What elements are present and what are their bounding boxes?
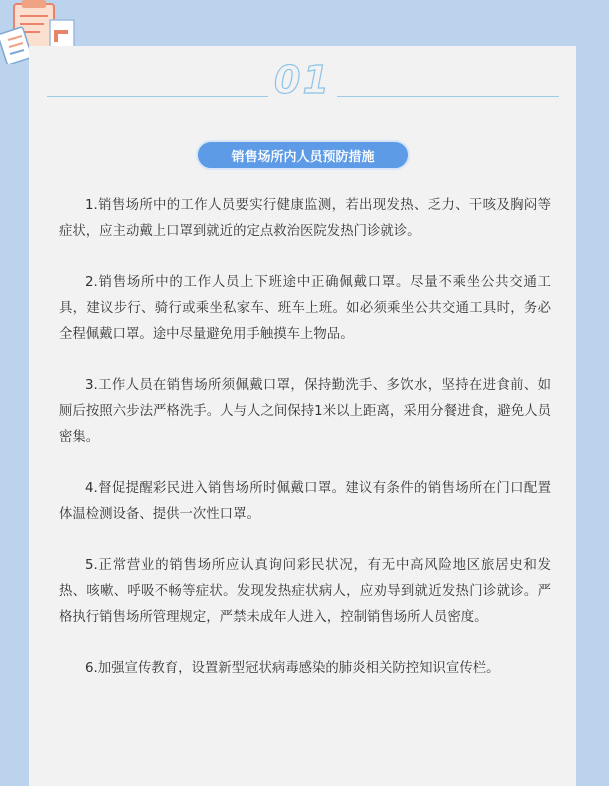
paragraph: 4.督促提醒彩民进入销售场所时佩戴口罩。建议有条件的销售场所在门口配置体温检测设备、提供一次性口罩。 [59,481,551,522]
paragraph: 6.加强宣传教育，设置新型冠状病毒感染的肺炎相关防控知识宣传栏。 [85,661,500,676]
paragraph: 3.工作人员在销售场所须佩戴口罩，保持勤洗手、多饮水，坚持在进食前、如厕后按照六步法严格洗手。人与人之间保持1米以上距离，采用分餐进食，避免人员密集。 [59,378,551,445]
paragraph: 2.销售场所中的工作人员上下班途中正确佩戴口罩。尽量不乘坐公共交通工具，建议步行、骑行或乘坐私家车、班车上班。如必须乘坐公共交通工具时，务必全程佩戴口罩。途中尽量避免用手触摸车上物品。 [59,275,551,342]
section-title-text: 销售场所内人员预防措施 [231,149,375,165]
content-card [29,46,576,786]
section-number [29,58,576,102]
paragraph: 5.正常营业的销售场所应认真询问彩民状况，有无中高风险地区旅居史和发热、咳嗽、呼吸不畅等症状。发现发热症状病人，应劝导到就近发热门诊就诊。严格执行销售场所管理规定，严禁未成年人进入，控制销售场所人员密度。 [59,558,551,625]
section-title [196,140,410,170]
paragraph-list [59,193,551,707]
paragraph: 1.销售场所中的工作人员要实行健康监测，若出现发热、乏力、干咳及胸闷等症状，应主动戴上口罩到就近的定点救治医院发热门诊就诊。 [59,198,551,239]
section-number-text: 01 [268,58,337,102]
